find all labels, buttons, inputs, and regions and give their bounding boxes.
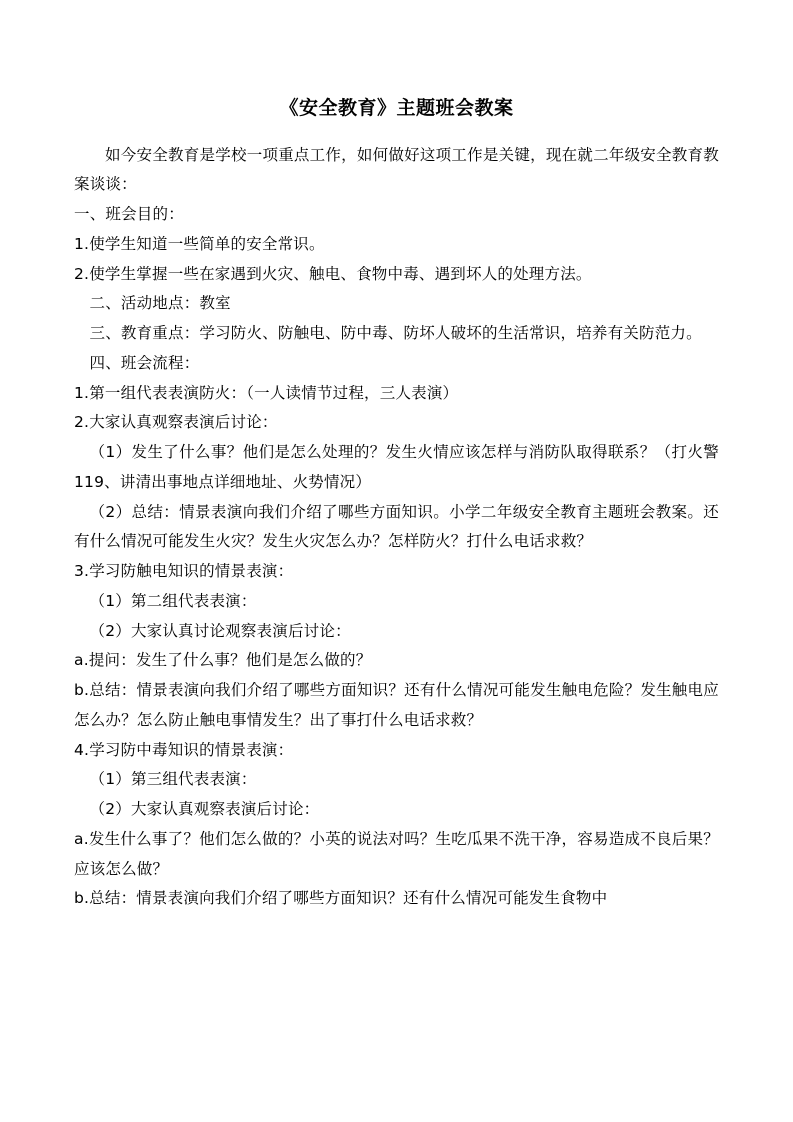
paragraph: （1）第三组代表表演： [89,770,257,789]
paragraph: 2.大家认真观察表演后讨论： [74,413,278,432]
paragraph: （2）总结：情景表演向我们介绍了哪些方面知识。小学二年级安全教育主题班会教案。还有什么情况可能发生火灾？发生火灾怎么办？怎样防火？打什么电话求救？ [74,502,719,551]
paragraph: （2）大家认真讨论观察表演后讨论： [89,621,351,640]
paragraph: 1.第一组代表表演防火：（一人读情节过程，三人表演） [74,383,459,402]
paragraph: （1）第二组代表表演： [89,591,257,610]
paragraph: 一、班会目的： [74,205,184,223]
paragraph: 如今安全教育是学校一项重点工作，如何做好这项工作是关键，现在就二年级安全教育教案谈谈： [74,145,719,194]
paragraph: 1.使学生知道一些简单的安全常识。 [74,234,325,253]
paragraph: （2）大家认真观察表演后讨论： [89,800,320,818]
paragraph: a.提问：发生了什么事？他们是怎么做的？ [74,651,372,670]
paragraph: 三、教育重点：学习防火、防触电、防中毒、防坏人破坏的生活常识，培养有关防范力。 [89,324,702,342]
paragraph: （1）发生了什么事？他们是怎么处理的？发生火情应该怎样与消防队取得联系？（打火警119、讲清出事地点详细地址、火势情况） [74,443,719,491]
paragraph: 2.使学生掌握一些在家遇到火灾、触电、食物中毒、遇到坏人的处理方法。 [74,264,592,283]
paragraph: 二、活动地点：教室 [89,294,231,313]
paragraph: a.发生什么事了？他们怎么做的？小英的说法对吗？生吃瓜果不洗干净，容易造成不良后果？应该怎么做？ [74,829,719,878]
paragraph: b.总结：情景表演向我们介绍了哪些方面知识？还有什么情况可能发生触电危险？发生触电应怎么办？怎么防止触电事情发生？出了事打什么电话求救？ [74,681,719,729]
paragraph: 四、班会流程： [89,353,200,372]
page-title: 《安全教育》主题班会教案 [279,97,514,119]
document-body [74,141,719,915]
paragraph: 4.学习防中毒知识的情景表演： [74,740,294,759]
paragraph: b.总结：情景表演向我们介绍了哪些方面知识？还有什么情况可能发生食物中 [74,889,608,908]
paragraph: 3.学习防触电知识的情景表演： [74,562,294,580]
